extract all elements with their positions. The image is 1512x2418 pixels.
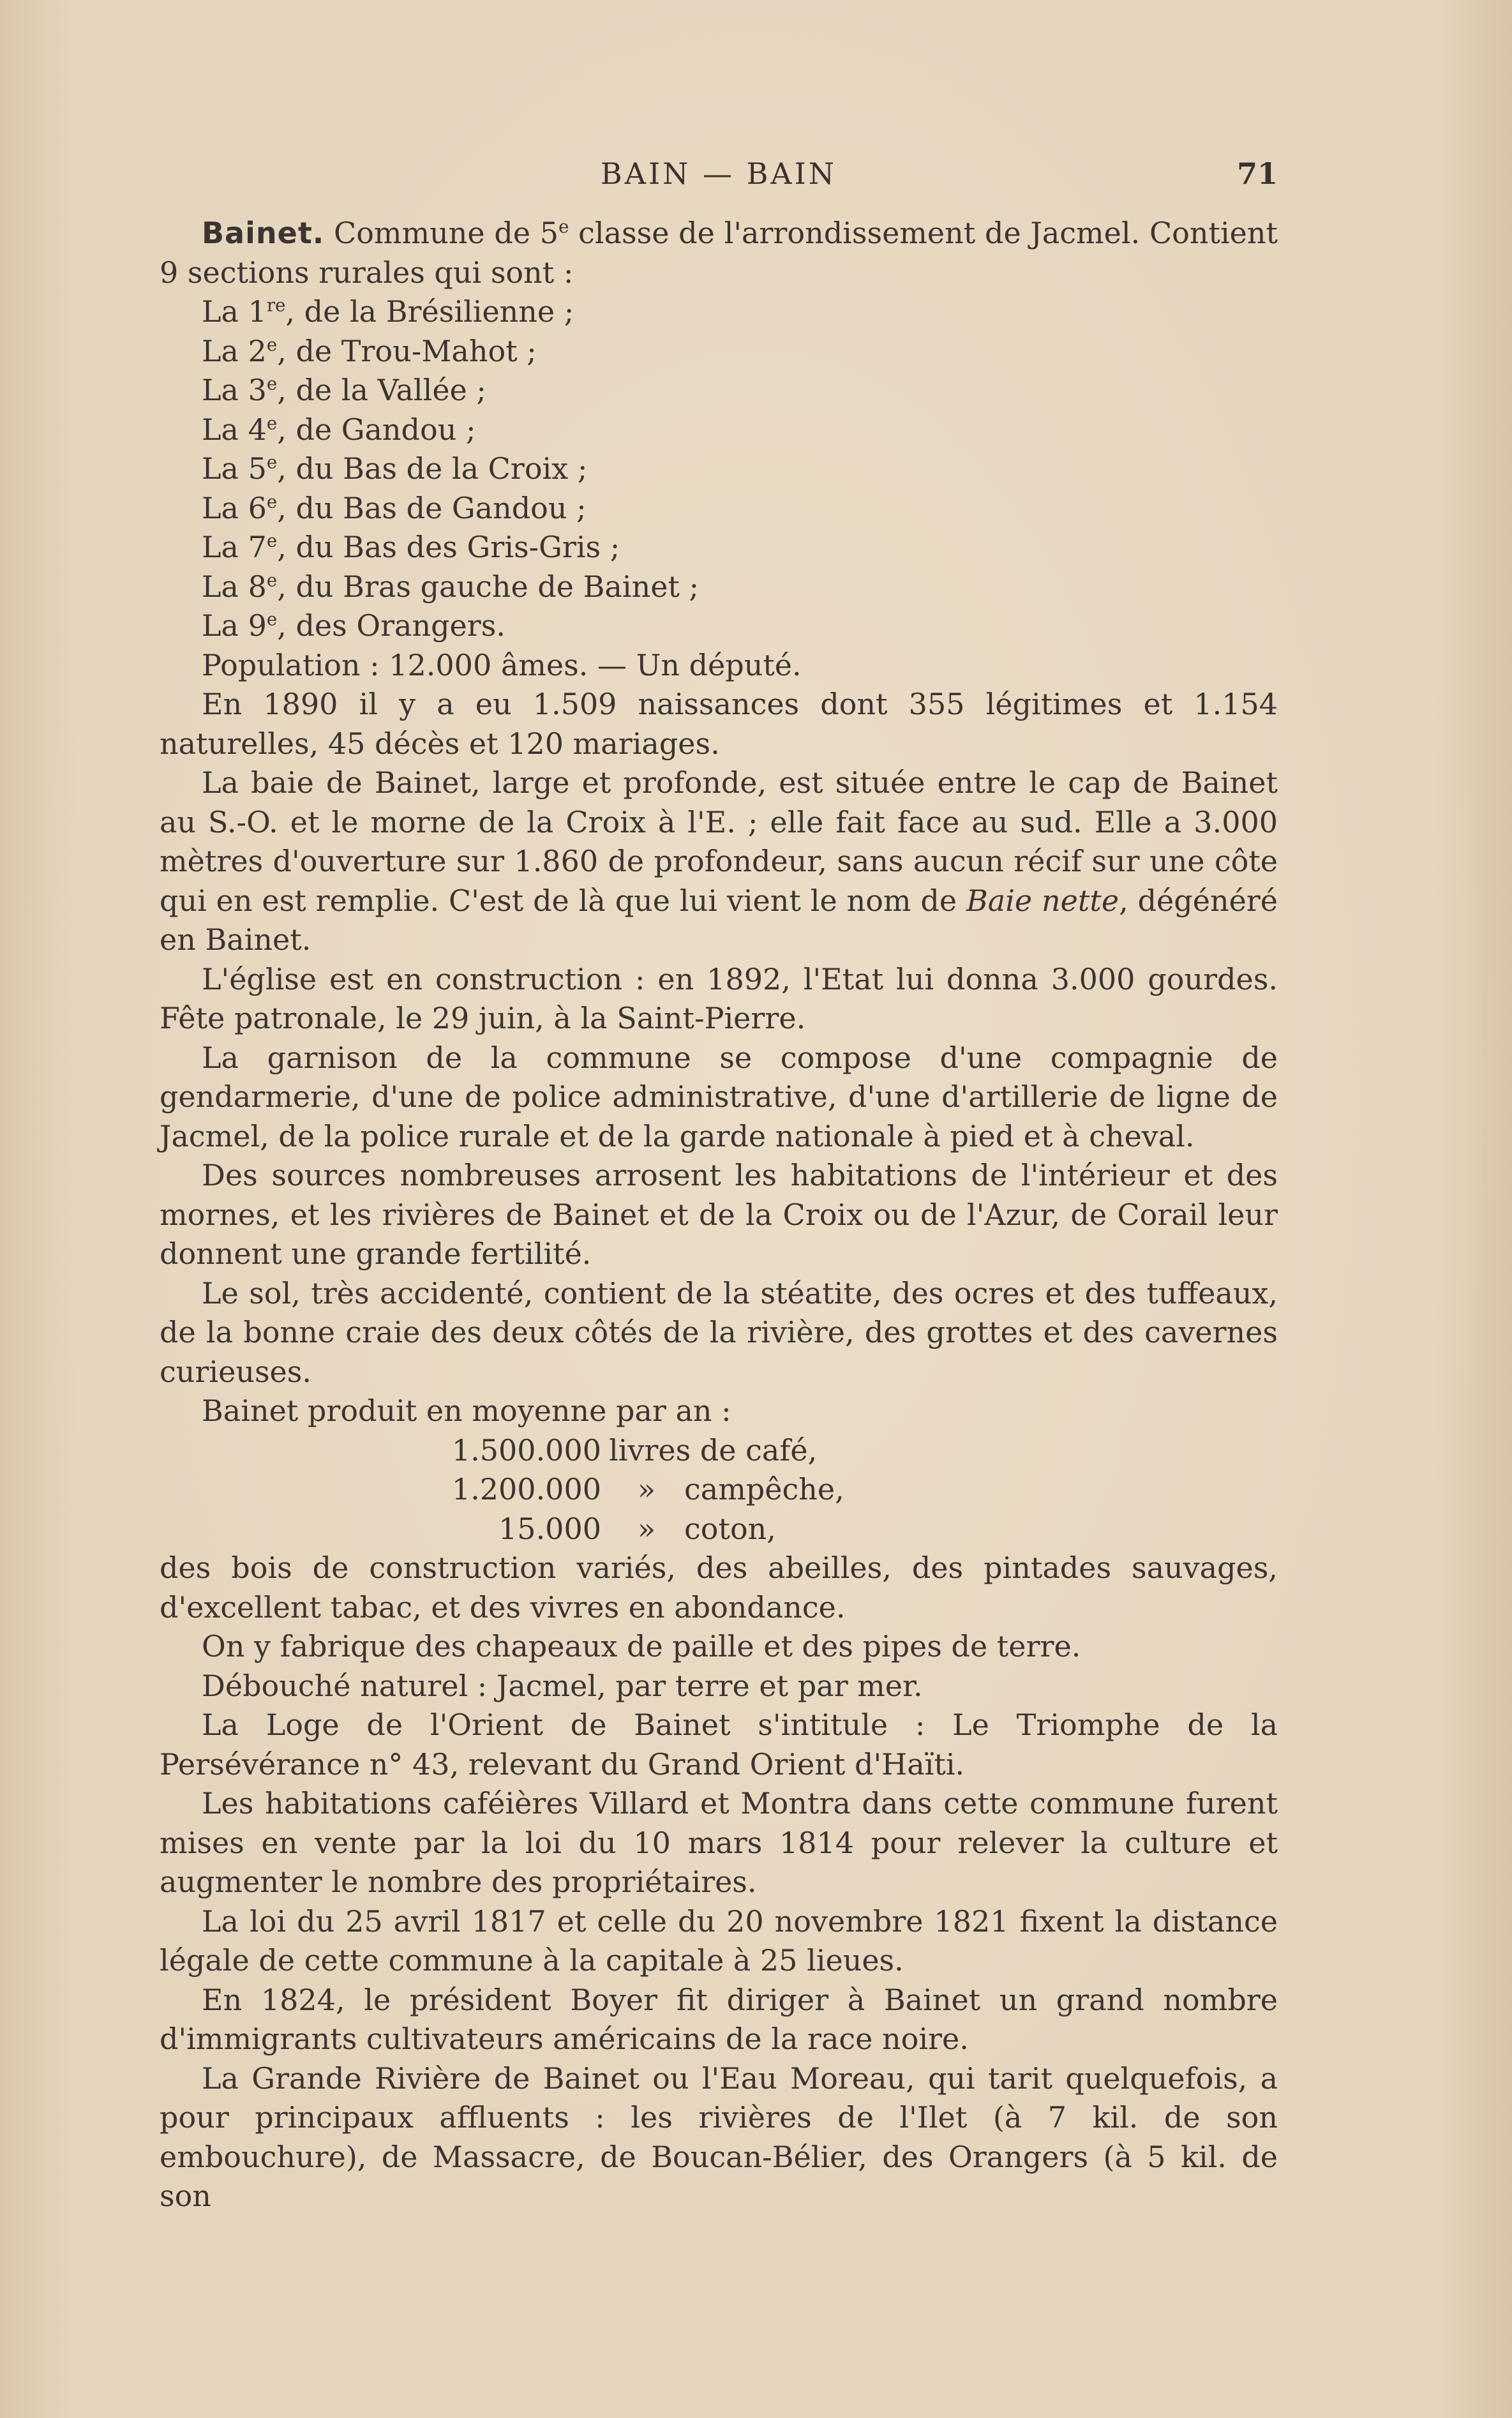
section-item: La 3e, de la Vallée ; bbox=[202, 373, 486, 407]
paragraph-sources: Des sources nombreuses arrosent les habitations de l'intérieur et des mornes, et les rivières de Bainet et de la Croix ou de l'Azur, de Corail leur donnent une grande fertilité. bbox=[160, 1158, 1278, 1271]
product-row bbox=[160, 1510, 1278, 1549]
paragraph-eglise: L'église est en construction : en 1892, l'Etat lui donna 3.000 gourdes. Fête patronale, le 29 juin, à la Saint-Pierre. bbox=[160, 961, 1278, 1035]
section-item: La 1re, de la Brésilienne ; bbox=[202, 294, 574, 329]
section-item: La 7e, du Bas des Gris-Gris ; bbox=[202, 530, 620, 564]
running-head: BAIN — BAIN bbox=[600, 156, 837, 191]
baie-nette-italic: Baie nette bbox=[966, 883, 1119, 918]
entry-intro bbox=[160, 214, 1278, 292]
rural-sections-list bbox=[160, 292, 1278, 646]
paragraph-produit-after: des bois de construction variés, des abeilles, des pintades sauvages, d'excellent tabac, et des vivres en abondance. bbox=[160, 1551, 1278, 1625]
section-item: La 9e, des Orangers. bbox=[202, 608, 505, 643]
section-item: La 6e, du Bas de Gandou ; bbox=[202, 490, 587, 525]
product-row bbox=[160, 1470, 1278, 1510]
paragraph-fabrique: On y fabrique des chapeaux de paille et des pipes de terre. bbox=[202, 1629, 1081, 1663]
ditto-mark: » bbox=[637, 1511, 656, 1546]
products-table bbox=[160, 1431, 1278, 1549]
paragraph-boyer: En 1824, le président Boyer fit diriger à Bainet un grand nombre d'immigrants cultivateurs américains de la race noire. bbox=[160, 1982, 1278, 2056]
paragraph-baie: La baie de Bainet, large et profonde, est située entre le cap de Bainet au S.-O. et le morne de la Croix à l'E. ; elle fait face au sud. Elle a 3.000 mètres d'ouverture sur 1.860 de profondeur, sans aucun récif sur une côte qui en est remplie. C'est de là que lui vient le nom de Baie nette, dégénéré en Bainet. bbox=[160, 765, 1278, 957]
paragraph-sol: Le sol, très accidenté, contient de la stéatite, des ocres et des tuffeaux, de la bonne craie des deux côtés de la rivière, des grottes et des cavernes curieuses. bbox=[160, 1275, 1278, 1389]
entry-title: Bainet. bbox=[202, 216, 325, 250]
ditto-mark: » bbox=[637, 1472, 656, 1506]
section-item: La 2e, de Trou-Mahot ; bbox=[202, 333, 537, 368]
paragraph-garnison: La garnison de la commune se compose d'une compagnie de gendarmerie, d'une de police administrative, d'une d'artillerie de ligne de Jacmel, de la police rurale et de la garde nationale à pied et à cheval. bbox=[160, 1040, 1278, 1153]
entry-intro-sup: e bbox=[558, 216, 569, 237]
product-item: campêche, bbox=[684, 1472, 844, 1506]
section-item: La 5e, du Bas de la Croix ; bbox=[202, 451, 588, 486]
paragraph-loi: La loi du 25 avril 1817 et celle du 20 novembre 1821 fixent la distance légale de cette commune à la capitale à 25 lieues. bbox=[160, 1904, 1278, 1978]
product-row bbox=[160, 1431, 1278, 1471]
paragraph-births: En 1890 il y a eu 1.509 naissances dont 355 légitimes et 1.154 naturelles, 45 décès et 120 mariages. bbox=[160, 687, 1278, 761]
entry-intro-text-b: classe de l'arrondissement de Jacmel. Contient 9 sections rurales qui sont : bbox=[160, 216, 1278, 290]
product-quantity: 15.000 bbox=[498, 1511, 601, 1546]
page-number: 71 bbox=[1236, 156, 1278, 191]
paragraph-loge: La Loge de l'Orient de Bainet s'intitule : Le Triomphe de la Persévérance n° 43, relevant du Grand Orient d'Haïti. bbox=[160, 1708, 1278, 1782]
product-item: coton, bbox=[684, 1511, 776, 1546]
paragraph-debouche: Débouché naturel : Jacmel, par terre et par mer. bbox=[202, 1668, 923, 1703]
section-item: La 8e, du Bras gauche de Bainet ; bbox=[202, 569, 700, 604]
product-quantity: 1.200.000 bbox=[451, 1472, 601, 1506]
paragraph-population: Population : 12.000 âmes. — Un député. bbox=[202, 647, 802, 682]
body-text bbox=[160, 214, 1278, 2216]
product-quantity: 1.500.000 bbox=[451, 1432, 601, 1468]
paragraph-habitations: Les habitations caféières Villard et Montra dans cette commune furent mises en vente par la loi du 10 mars 1814 pour relever la culture et augmenter le nombre des propriétaires. bbox=[160, 1786, 1278, 1899]
product-item: livres de café, bbox=[609, 1432, 818, 1468]
entry-intro-text-a: Commune de 5 bbox=[334, 216, 559, 250]
paragraph-riviere: La Grande Rivière de Bainet ou l'Eau Moreau, qui tarit quelquefois, a pour principaux affluents : les rivières de l'Ilet (à 7 kil. de son embouchure), de Massacre, de Boucan-Bélier, des Orangers (à 5 kil. de son bbox=[160, 2061, 1278, 2213]
section-item: La 4e, de Gandou ; bbox=[202, 412, 476, 447]
page-header bbox=[160, 156, 1278, 195]
paragraph-produit-intro: Bainet produit en moyenne par an : bbox=[202, 1393, 731, 1428]
